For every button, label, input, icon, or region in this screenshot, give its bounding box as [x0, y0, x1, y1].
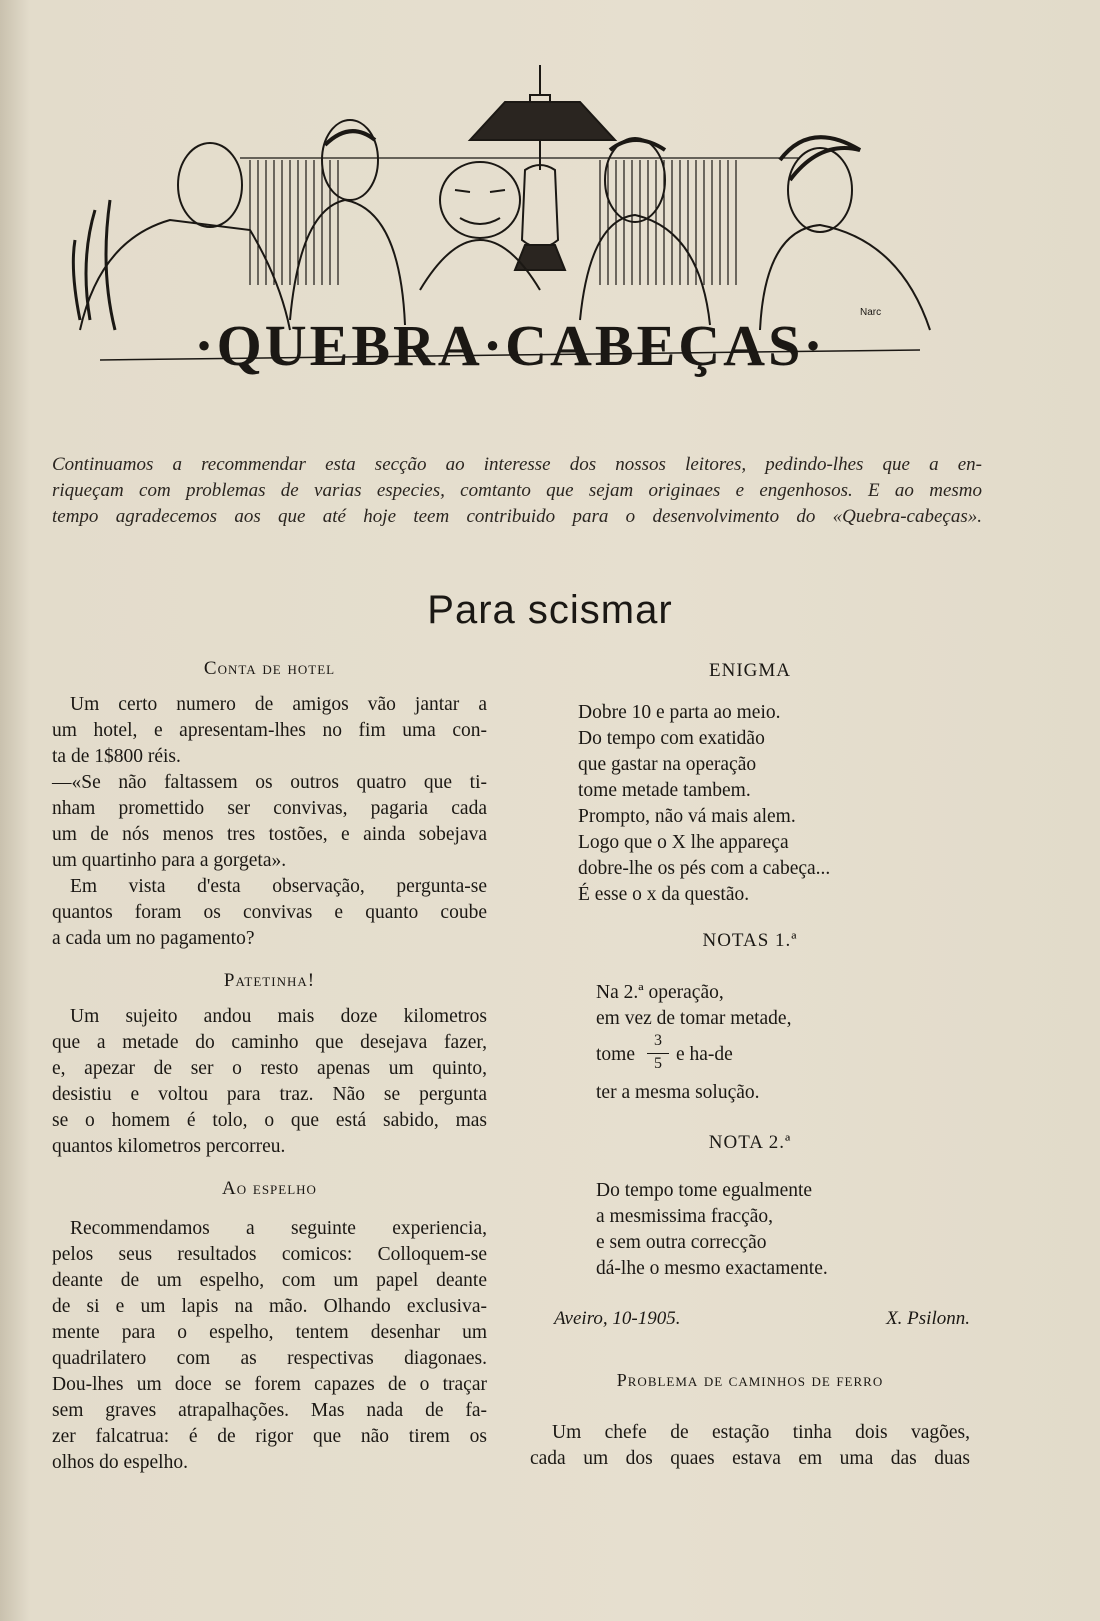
text-line: Um chefe de estação tinha dois vagões,	[552, 1422, 970, 1443]
figure-second	[290, 120, 405, 325]
signature-author: X. Psilonn.	[886, 1308, 970, 1329]
text-line: que a metade do caminho que desejava fazer,	[52, 1032, 487, 1053]
verse-line: dobre-lhe os pés com a cabeça...	[578, 858, 831, 879]
verse-line: É esse o x da questão.	[578, 884, 750, 905]
intro-line: Continuamos a recommendar esta secção ao interesse dos nossos leitores, pedindo-lhes que a en-	[52, 454, 982, 475]
text-line: um quartinho para a gorgeta».	[52, 850, 287, 871]
text-line: quantos kilometros percorreu.	[52, 1136, 286, 1157]
fraction-bar	[647, 1053, 669, 1054]
text-line: mente para o espelho, tentem desenhar um	[52, 1322, 487, 1343]
verse-line: ter a mesma solução.	[596, 1082, 760, 1103]
text-line: cada um dos quaes estava em uma das duas	[530, 1448, 970, 1469]
text-line: nham promettido ser convivas, pagaria cada	[52, 798, 487, 819]
text-line: Um certo numero de amigos vão jantar a	[70, 694, 487, 715]
heading-problema: Problema de caminhos de ferro	[616, 1370, 884, 1390]
text-line: deante de um espelho, com um papel deante	[52, 1270, 487, 1291]
verse-line: Prompto, não vá mais alem.	[578, 806, 796, 827]
signature-place-date: Aveiro, 10-1905.	[554, 1308, 681, 1329]
verse-line: Do tempo tome egualmente	[596, 1180, 813, 1201]
fraction-numerator: 3	[654, 1032, 662, 1049]
verse-line: Dobre 10 e parta ao meio.	[578, 702, 781, 723]
text-line: Um sujeito andou mais doze kilometros	[70, 1006, 487, 1027]
section-title: Para scismar	[427, 588, 673, 632]
text-line: pelos seus resultados comicos: Colloquem-se	[52, 1244, 487, 1265]
intro-line: tempo agradecemos aos que até hoje teem contribuido para o desenvolvimento do «Quebra-cabeças».	[52, 506, 982, 527]
verse-line: que gastar na operação	[578, 754, 757, 775]
verse-line: a mesmissima fracção,	[596, 1206, 774, 1227]
text-line: Recommendamos a seguinte experiencia,	[70, 1218, 487, 1239]
figure-right	[760, 137, 930, 330]
text-line: e, apezar de ser o resto apenas um quinto,	[52, 1058, 487, 1079]
text-line: desistiu e voltou para traz. Não se pergunta	[52, 1084, 487, 1105]
verse-line: dá-lhe o mesmo exactamente.	[596, 1258, 828, 1279]
text-line: Em vista d'esta observação, pergunta-se	[70, 876, 487, 897]
lamp-icon	[470, 65, 615, 270]
verse-line: Do tempo com exatidão	[578, 728, 765, 749]
text-line: um de nós menos tres tostões, e ainda sobejava	[52, 824, 487, 845]
text-line: Dou-lhes um doce se forem capazes de o traçar	[52, 1374, 487, 1395]
fraction-suffix: e ha-de	[676, 1044, 733, 1065]
verse-line: e sem outra correcção	[596, 1232, 767, 1253]
intro-line: riqueçam com problemas de varias especies, comtanto que sejam originaes e engenhosos. E ao mesmo	[52, 480, 982, 501]
banner-title: ·QUEBRA·CABEÇAS·	[194, 313, 826, 378]
heading-patetinha: Patetinha!	[223, 970, 316, 991]
artist-signature: Narc	[860, 307, 882, 318]
heading-notas-1: NOTAS 1.ª	[702, 930, 798, 951]
heading-nota-2: NOTA 2.ª	[708, 1132, 792, 1153]
text-line: sem graves atrapalhações. Mas nada de fa-	[52, 1400, 487, 1421]
text-line: olhos do espelho.	[52, 1452, 188, 1473]
verse-line: tome metade tambem.	[578, 780, 751, 801]
header-illustration	[60, 40, 980, 410]
verse-line: em vez de tomar metade,	[596, 1008, 792, 1029]
text-line: zer falcatrua: é de rigor que não tirem os	[52, 1426, 487, 1447]
text-line: quadrilatero com as respectivas diagonaes.	[52, 1348, 487, 1369]
heading-enigma: ENIGMA	[709, 660, 791, 681]
fraction-prefix: tome	[596, 1044, 635, 1065]
heading-conta-de-hotel: Conta de hotel	[203, 658, 336, 679]
text-line: de si e um lapis na mão. Olhando exclusiva-	[52, 1296, 487, 1317]
text-line: —«Se não faltassem os outros quatro que ti-	[52, 772, 487, 793]
text-line: quantos foram os convivas e quanto coube	[52, 902, 487, 923]
heading-ao-espelho: Ao espelho	[222, 1178, 317, 1199]
text-line: a cada um no pagamento?	[52, 928, 255, 949]
text-line: ta de 1$800 réis.	[52, 746, 181, 767]
text-line: um hotel, e apresentam-lhes no fim uma con-	[52, 720, 487, 741]
text-line: se o homem é tolo, o que está sabido, mas	[52, 1110, 487, 1131]
verse-line: Logo que o X lhe appareça	[578, 832, 789, 853]
verse-line: Na 2.ª operação,	[596, 982, 724, 1003]
fraction-denominator: 5	[654, 1055, 662, 1072]
